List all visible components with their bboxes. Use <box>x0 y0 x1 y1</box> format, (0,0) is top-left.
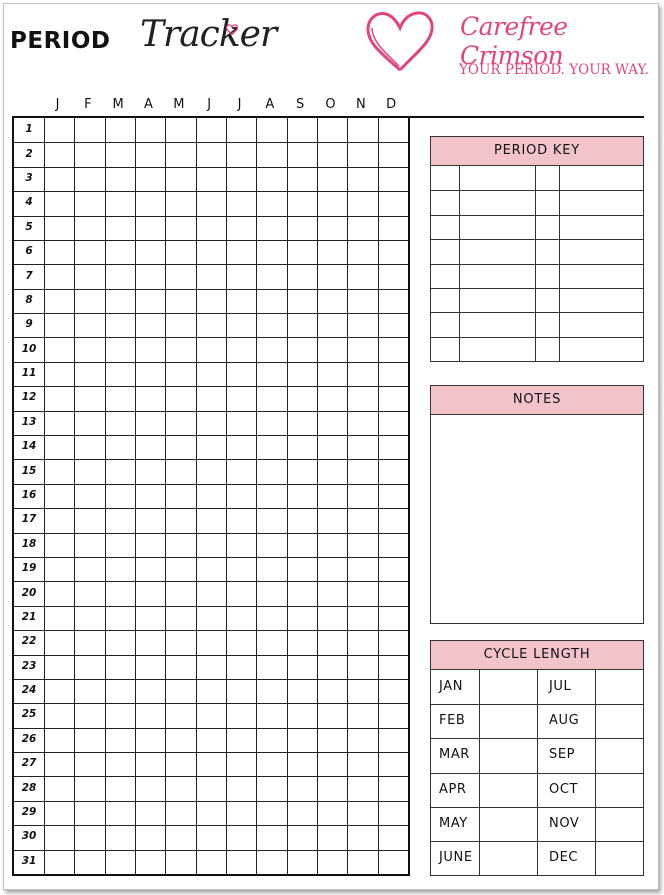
day-number: 1 <box>25 123 33 136</box>
grid-row-line <box>14 240 408 241</box>
grid-col-line <box>196 118 197 874</box>
notes-panel <box>430 385 644 624</box>
grid-col-line <box>74 118 75 874</box>
cycle-col-line <box>479 670 480 875</box>
day-number: 5 <box>25 220 33 233</box>
grid-row-line <box>14 264 408 265</box>
grid-row-line <box>14 459 408 460</box>
day-number: 6 <box>25 245 33 258</box>
month-label: D <box>386 97 397 112</box>
grid-row-line <box>14 142 408 143</box>
key-col-line <box>459 166 460 361</box>
page-title-script: Tracker <box>140 14 277 55</box>
cycle-length-panel <box>430 640 644 876</box>
cycle-length-title: CYCLE LENGTH <box>431 641 643 670</box>
grid-row-line <box>14 362 408 363</box>
cycle-month-label: MAR <box>439 747 470 763</box>
grid-row-line <box>14 484 408 485</box>
key-row-line <box>431 312 643 313</box>
heart-icon <box>226 24 238 35</box>
grid-row-line <box>14 337 408 338</box>
grid-col-line <box>378 118 379 874</box>
grid-row-line <box>14 655 408 656</box>
grid-row-line <box>14 825 408 826</box>
day-number: 31 <box>21 854 37 867</box>
grid-row-line <box>14 386 408 387</box>
day-number: 16 <box>21 489 37 501</box>
grid-row-line <box>14 679 408 680</box>
cycle-month-label: MAY <box>439 815 468 831</box>
period-key-panel <box>430 136 644 362</box>
grid-row-line <box>14 557 408 558</box>
day-number: 8 <box>25 293 33 306</box>
grid-row-line <box>14 752 408 753</box>
day-number: 3 <box>25 171 33 184</box>
month-label: A <box>144 97 153 112</box>
grid-row-line <box>14 167 408 168</box>
grid-row-line <box>14 533 408 534</box>
month-label: M <box>173 97 185 112</box>
day-number: 19 <box>21 562 37 575</box>
page-title: PERIOD <box>10 28 111 54</box>
key-row-line <box>431 288 643 289</box>
notes-title: NOTES <box>431 386 643 415</box>
month-label: M <box>112 97 124 112</box>
day-number: 17 <box>21 513 37 526</box>
grid-row-line <box>14 289 408 290</box>
grid-col-line <box>347 118 348 874</box>
day-number: 27 <box>21 757 37 770</box>
cycle-month-label: FEB <box>439 713 466 729</box>
day-number: 21 <box>21 610 37 623</box>
day-number: 28 <box>21 781 37 794</box>
grid-col-line <box>226 118 227 874</box>
grid-row-line <box>14 313 408 314</box>
cycle-month-label: JUL <box>549 679 572 695</box>
grid-row-line <box>14 191 408 192</box>
key-row-line <box>431 337 643 338</box>
grid-col-line <box>44 118 45 874</box>
key-row-line <box>431 190 643 191</box>
brand-tagline: YOUR PERIOD. YOUR WAY. <box>459 62 649 78</box>
grid-row-line <box>14 606 408 607</box>
day-number: 18 <box>21 537 37 550</box>
cycle-month-label: JUNE <box>439 849 473 865</box>
grid-col-line <box>165 118 166 874</box>
day-number: 2 <box>25 147 33 160</box>
grid-row-line <box>14 411 408 412</box>
cycle-month-label: AUG <box>549 713 580 729</box>
day-number: 7 <box>25 269 33 282</box>
day-number: 23 <box>21 659 37 672</box>
cycle-month-label: JAN <box>439 679 464 695</box>
day-number: 26 <box>21 732 37 745</box>
day-number: 12 <box>21 391 37 404</box>
day-number: 15 <box>21 464 37 477</box>
month-label: F <box>84 97 92 112</box>
grid-col-line <box>256 118 257 874</box>
key-row-line <box>431 215 643 216</box>
key-col-line <box>559 166 560 361</box>
grid-row-line <box>14 508 408 509</box>
month-label: A <box>265 97 275 112</box>
grid-row-line <box>14 216 408 217</box>
cycle-col-line <box>595 670 596 875</box>
cycle-month-label: APR <box>439 781 467 797</box>
grid-col-line <box>105 118 106 874</box>
month-label: J <box>207 97 212 112</box>
month-header-row <box>44 97 411 113</box>
cycle-col-line <box>537 670 538 875</box>
day-number: 11 <box>21 367 37 380</box>
grid-col-line <box>287 118 288 874</box>
day-number: 24 <box>21 684 37 697</box>
day-number: 30 <box>21 830 37 843</box>
day-number: 14 <box>21 440 37 453</box>
grid-row-line <box>14 435 408 436</box>
grid-row-line <box>14 850 408 851</box>
grid-col-line <box>135 118 136 874</box>
cycle-month-label: NOV <box>549 815 580 831</box>
grid-row-line <box>14 630 408 631</box>
day-number: 13 <box>21 415 37 428</box>
key-col-line <box>535 166 536 361</box>
month-label: J <box>237 97 242 112</box>
month-label: O <box>325 97 336 112</box>
period-key-title: PERIOD KEY <box>431 137 643 166</box>
grid-col-line <box>317 118 318 874</box>
grid-row-line <box>14 776 408 777</box>
heart-outline-icon <box>363 8 437 74</box>
tracker-grid <box>12 116 410 876</box>
day-number: 29 <box>21 806 37 819</box>
day-number: 9 <box>25 318 33 331</box>
day-number: 20 <box>21 586 37 599</box>
day-number: 4 <box>25 196 33 209</box>
cycle-month-label: SEP <box>549 747 576 763</box>
month-label: J <box>55 97 60 112</box>
cycle-month-label: OCT <box>549 781 579 797</box>
key-row-line <box>431 264 643 265</box>
grid-row-line <box>14 581 408 582</box>
cycle-month-label: DEC <box>549 849 579 865</box>
day-number: 22 <box>21 635 37 648</box>
day-number: 10 <box>21 342 37 355</box>
day-number: 25 <box>21 708 37 721</box>
grid-row-line <box>14 728 408 729</box>
brand-name: Carefree Crimson <box>460 12 568 70</box>
month-label: S <box>296 97 305 112</box>
grid-row-line <box>14 703 408 704</box>
key-row-line <box>431 239 643 240</box>
grid-row-line <box>14 801 408 802</box>
month-label: N <box>355 97 366 112</box>
